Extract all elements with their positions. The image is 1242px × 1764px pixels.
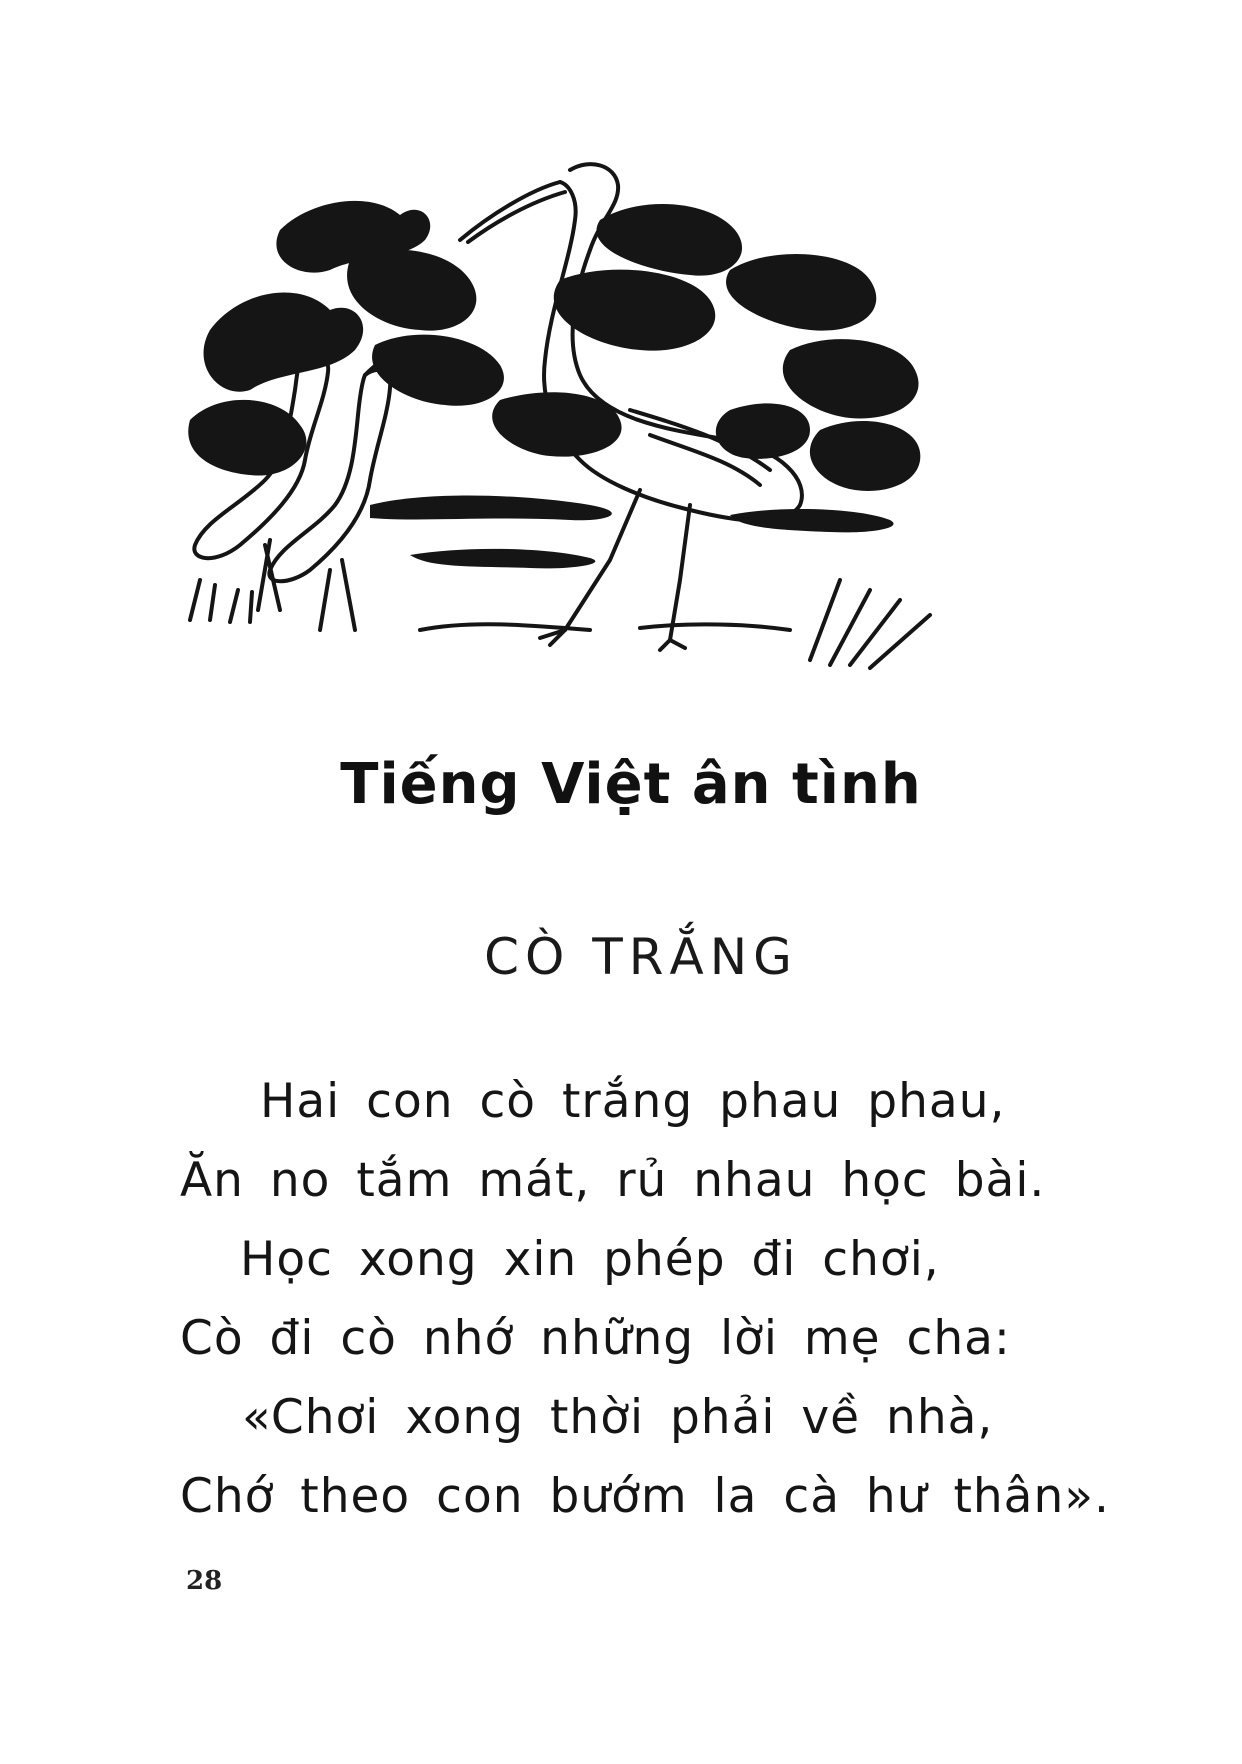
poem-line: Chớ theo con bướm la cà hư thân». [180,1469,1110,1524]
poem-body [180,1062,1110,1536]
poem-line: «Chơi xong thời phải về nhà, [242,1390,994,1445]
watermark-text: Tiếng Việt ân tình [340,752,922,817]
poem-title: CÒ TRẮNG [484,928,798,986]
poem-line: Hai con cò trắng phau phau, [260,1074,1006,1129]
storks-illustration [170,160,1030,780]
poem-line: Cò đi cò nhớ những lời mẹ cha: [180,1311,1011,1366]
poem-line: Ăn no tắm mát, rủ nhau học bài. [180,1153,1046,1208]
page-number: 28 [186,1566,223,1596]
poem-line: Học xong xin phép đi chơi, [240,1232,940,1287]
